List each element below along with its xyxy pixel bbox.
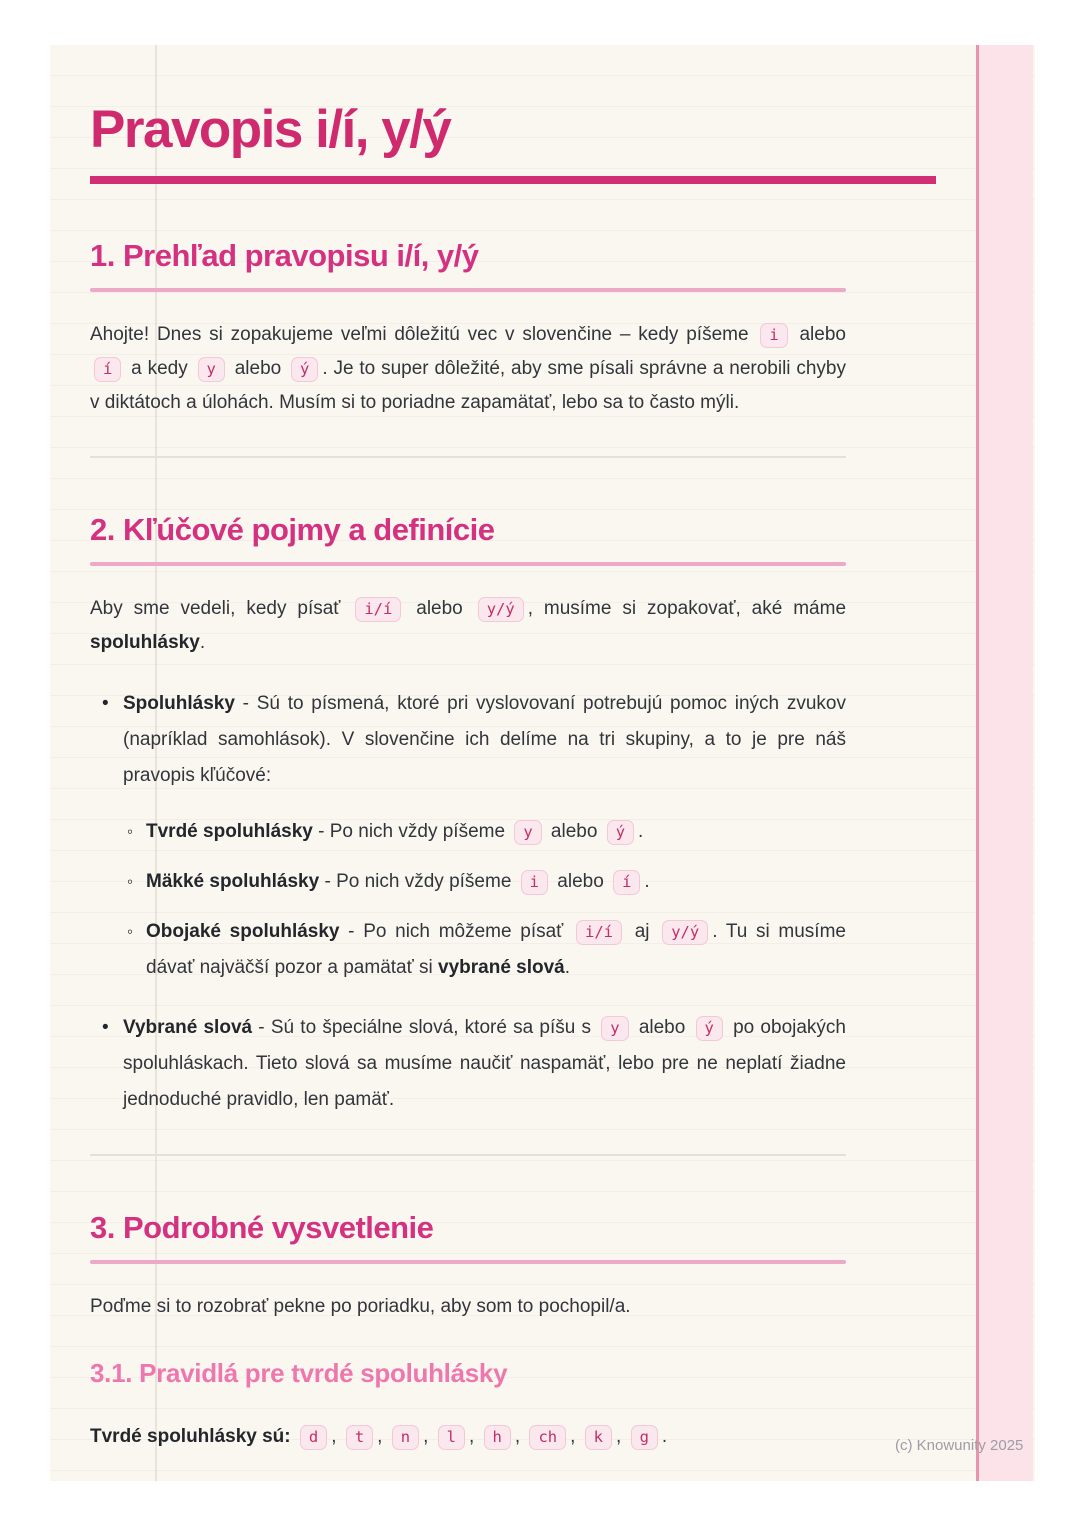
code-chip: i/í [576, 920, 622, 945]
subsection-3-1-heading: 3.1. Pravidlá pre tvrdé spoluhlásky [90, 1358, 508, 1388]
code-chip: y [514, 820, 541, 845]
section-2-paragraph: Aby sme vedeli, kedy písať i/í alebo y/ý , musíme si zopakovať, aké máme spoluhlásky. [90, 598, 847, 653]
code-chip: h [484, 1425, 511, 1450]
code-chip: ch [529, 1425, 566, 1450]
bold-term: Mäkké spoluhlásky [146, 871, 320, 892]
code-chip: í [94, 357, 121, 382]
document-content [50, 45, 846, 1455]
code-chip: y [601, 1016, 628, 1041]
list-item-obojake-spoluhlasky: ◦ Obojaké spoluhlásky - Po nich môžeme písať i/í aj y/ý . Tu si musíme dávať najväčší pozor a pamätať si vybrané slová. [146, 914, 846, 986]
section-1-heading: 1. Prehľad pravopisu i/í, y/ý [90, 238, 479, 273]
list-item-text: • Spoluhlásky - Sú to písmená, ktoré pri vyslovovaní potrebujú pomoc iných zvukov (napríklad samohlások). V slovenčine ich delíme na tri skupiny, a to je pre náš pravopis kľúčové: [123, 693, 846, 786]
section-key-terms [90, 512, 846, 1118]
list-item-spoluhlasky [123, 686, 846, 986]
code-chip: i [521, 870, 548, 895]
section-overview [90, 238, 846, 420]
code-chip: i/í [355, 597, 401, 622]
code-chip: g [631, 1425, 658, 1450]
list-item-makke-spoluhlasky: ◦ Mäkké spoluhlásky - Po nich vždy píšeme i alebo í . [146, 864, 846, 900]
code-chip: k [585, 1425, 612, 1450]
section-detailed-explanation [90, 1210, 846, 1455]
right-margin-band [976, 45, 1033, 1481]
bold-term: Obojaké spoluhlásky [146, 921, 340, 942]
code-chip: ý [291, 357, 318, 382]
code-chip: i [760, 323, 787, 348]
bold-term: Vybrané slová [123, 1017, 253, 1038]
section-1-rule [90, 288, 846, 292]
code-chip: d [300, 1425, 327, 1450]
copyright-watermark: (c) Knowunity 2025 [895, 1437, 1024, 1454]
section-2-rule [90, 562, 846, 566]
bold-term: vybrané slová [438, 957, 565, 978]
bold-term: Tvrdé spoluhlásky sú: [90, 1426, 291, 1447]
code-chip: y/ý [662, 920, 708, 945]
code-chip: í [613, 870, 640, 895]
list-item-text: • Vybrané slová - Sú to špeciálne slová, ktoré sa píšu s y alebo ý po obojakých spoluhláskach. Tieto slová sa musíme naučiť naspamäť, lebo pre ne neplatí žiadne jednoduché pravidlo, len pamäť. [123, 1017, 846, 1110]
section-2-heading: 2. Kľúčové pojmy a definície [90, 512, 495, 547]
bold-term: Spoluhlásky [123, 693, 235, 714]
bold-term: Tvrdé spoluhlásky [146, 821, 313, 842]
code-chip: y [198, 357, 225, 382]
page-title: Pravopis i/í, y/ý [90, 100, 451, 159]
section-3-heading: 3. Podrobné vysvetlenie [90, 1210, 434, 1245]
code-chip: ý [607, 820, 634, 845]
list-item-tvrde-spoluhlasky: ◦ Tvrdé spoluhlásky - Po nich vždy píšeme y alebo ý . [146, 814, 846, 850]
section-3-rule [90, 1260, 846, 1264]
section-divider [90, 1154, 846, 1156]
code-chip: ý [696, 1016, 723, 1041]
code-chip: y/ý [478, 597, 524, 622]
section-3-paragraph: Poďme si to rozobrať pekne po poriadku, aby som to pochopil/a. [90, 1296, 631, 1317]
consonant-groups-list [123, 814, 846, 986]
title-rule [90, 176, 936, 184]
section-1-paragraph: Ahojte! Dnes si zopakujeme veľmi dôležitú vec v slovenčine – kedy píšeme i alebo í a kedy y alebo ý . Je to super dôležité, aby sme písali správne a nerobili chyby v diktátoch a úlohách. Musím si to poriadne zapamätať, lebo sa to často mýli. [90, 324, 846, 413]
code-chip: l [438, 1425, 465, 1450]
code-chip: t [346, 1425, 373, 1450]
code-chip: n [392, 1425, 419, 1450]
hard-consonants-line: Tvrdé spoluhlásky sú: d , t , n , l , h , ch , k , g . [90, 1419, 846, 1455]
list-item-vybrane-slova [123, 1010, 846, 1118]
section-divider [90, 456, 846, 458]
key-terms-list [90, 686, 846, 1118]
bold-term: spoluhlásky [90, 632, 200, 653]
notebook-page [50, 45, 1035, 1481]
